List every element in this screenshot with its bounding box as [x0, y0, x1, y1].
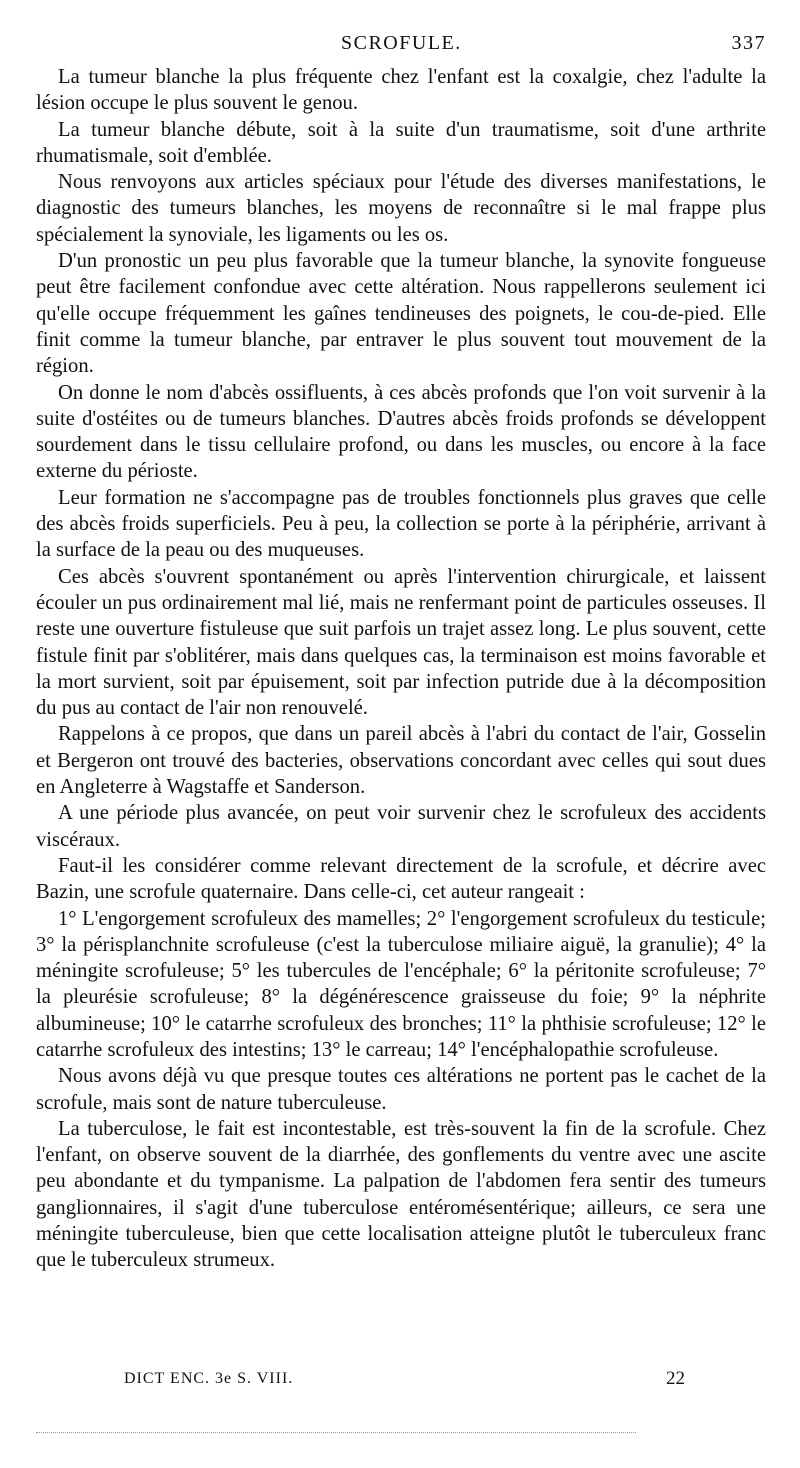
paragraph: La tumeur blanche débute, soit à la suite d'un traumatisme, soit d'une arthrite rhumatismale, soit d'emblée. [36, 118, 766, 167]
paragraph: La tumeur blanche la plus fréquente chez l'enfant est la coxalgie, chez l'adulte la lésion occupe le plus souvent le genou. [36, 66, 766, 115]
paragraph: Nous avons déjà vu que presque toutes ces altérations ne portent pas le cachet de la scrofule, mais sont de nature tuberculeuse. [36, 1065, 766, 1114]
bottom-dotted-rule [36, 1432, 636, 1433]
running-header [36, 32, 766, 58]
paragraph: On donne le nom d'abcès ossifluents, à ces abcès profonds que l'on voit survenir à la suite d'ostéites ou de tumeurs blanches. D'autres abcès froids profonds se développent sourdement dans le tissu cellulaire profond, ou dans les muscles, ou encore à la face externe du périoste. [36, 381, 766, 483]
paragraph: D'un pronostic un peu plus favorable que la tumeur blanche, la synovite fongueuse peut être facilement confondue avec cette altération. Nous rappellerons seulement ici qu'elle occupe fréquemment les gaînes tendineuses des poignets, le cou-de-pied. Elle finit comme la tumeur blanche, par entraver le plus souvent tout mouvement de la région. [36, 250, 766, 378]
running-title: SCROFULE. [341, 32, 462, 54]
paragraph: Nous renvoyons aux articles spéciaux pour l'étude des diverses manifestations, le diagnostic des tumeurs blanches, les moyens de reconnaître si le mal frappe plus spécialement la synoviale, les ligaments ou les os. [36, 171, 766, 246]
signature-number: 22 [666, 1368, 685, 1389]
paragraph: 1° L'engorgement scrofuleux des mamelles; 2° l'engorgement scrofuleux du testicule; 3° la périsplanchnite scrofuleuse (c'est la tuberculose miliaire aiguë, la granulie); 4° la méningite scrofuleuse; 5° les tubercules de l'encéphale; 6° la péritonite scrofuleuse; 7° la pleurésie scrofuleuse; 8° la dégénérescence graisseuse du foie; 9° la néphrite albumineuse; 10° le catarrhe scrofuleux des bronches; 11° la phthisie scrofuleuse; 12° le catarrhe scrofuleux des intestins; 13° le carreau; 14° l'encéphalopathie scrofuleuse. [36, 907, 766, 1061]
signature-mark: DICT ENC. 3e S. VIII. [124, 1370, 294, 1387]
document-page [36, 0, 766, 1468]
page-number: 337 [731, 32, 766, 54]
page-footer [36, 1368, 766, 1394]
paragraph: Ces abcès s'ouvrent spontanément ou après l'intervention chirurgicale, et laissent écouler un pus ordinairement mal lié, mais ne renfermant point de particules osseuses. Il reste une ouverture fistuleuse que suit parfois un trajet assez long. Le plus souvent, cette fistule finit par s'oblitérer, mais dans quelques cas, la terminaison est moins favorable et la mort survient, soit par épuisement, soit par infection putride due à la décomposition du pus au contact de l'air non renouvelé. [36, 565, 766, 720]
paragraph: Leur formation ne s'accompagne pas de troubles fonctionnels plus graves que celle des abcès froids superficiels. Peu à peu, la collection se porte à la périphérie, arrivant à la surface de la peau ou des muqueuses. [36, 486, 766, 562]
body-text [36, 64, 766, 1274]
paragraph: A une période plus avancée, on peut voir survenir chez le scrofuleux des accidents viscéraux. [36, 802, 766, 851]
paragraph: Faut-il les considérer comme relevant directement de la scrofule, et décrire avec Bazin, une scrofule quaternaire. Dans celle-ci, cet auteur rangeait : [36, 854, 766, 904]
paragraph: La tuberculose, le fait est incontestable, est très-souvent la fin de la scrofule. Chez l'enfant, on observe souvent de la diarrhée, des gonflements du ventre avec une ascite peu abondante et du tympanisme. La palpation de l'abdomen fera sentir des tumeurs ganglionnaires, il s'agit d'une tuberculose entéromésentérique; ailleurs, ce sera une méningite tuberculeuse, bien que cette localisation atteigne plutôt le tuberculeux franc que le tuberculeux strumeux. [36, 1117, 766, 1272]
paragraph: Rappelons à ce propos, que dans un pareil abcès à l'abri du contact de l'air, Gosselin et Bergeron ont trouvé des bacteries, observations concordant avec celles qui sout dues en Angleterre à Wagstaffe et Sanderson. [36, 723, 766, 799]
